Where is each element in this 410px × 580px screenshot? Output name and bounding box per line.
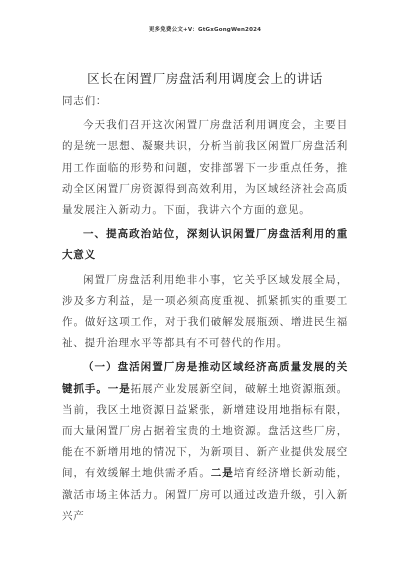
point-two-label: 二是 (210, 467, 234, 480)
subsection-paragraph (62, 357, 348, 527)
point-two-text: 培育经济增长新动能，激活市场主体活力。闲置厂房可以通过改造升级，引入新兴产 (62, 467, 348, 522)
section-paragraph: 闲置厂房盘活利用绝非小事，它关乎区域发展全局，涉及多方利益，是一项必须高度重视、抓紧抓实的重要工作。做好这项工作，对于我们破解发展瓶颈、增进民生福祉、提升治理水平等都具有不可替代的作用。 (62, 273, 348, 350)
point-one-label: 一是 (107, 382, 131, 395)
subsection-lead: （一）盘活闲置厂房是推动区域经济高质量发展的关键抓手。 (62, 361, 348, 395)
header-promo-note: 更多免费公文+V：GtGxGongWen2024 (148, 27, 262, 33)
document-body (62, 91, 348, 530)
document-title: 区长在闲置厂房盘活利用调度会上的讲话 (87, 71, 323, 86)
greeting: 同志们： (62, 95, 108, 107)
intro-paragraph: 今天我们召开这次闲置厂房盘活利用调度会，主要目的是统一思想、凝聚共识，分析当前我区闲置厂房盘活利用工作面临的形势和问题，安排部署下一步重点任务，推动全区闲置厂房资源得到高效利用，为区域经济社会高质量发展注入新动力。下面，我讲六个方面的意见。 (62, 119, 348, 217)
point-one-text: 拓展产业发展新空间，破解土地资源瓶颈。当前，我区土地资源日益紧张，新增建设用地指标有限，而大量闲置厂房占据着宝贵的土地资源。盘活这些厂房，能在不新增用地的情况下，为新项目、新产业提供发展空间，有效缓解土地供需矛盾。 (62, 382, 348, 480)
section-heading: 一、提高政治站位，深刻认识闲置厂房盘活利用的重大意义 (62, 228, 348, 262)
